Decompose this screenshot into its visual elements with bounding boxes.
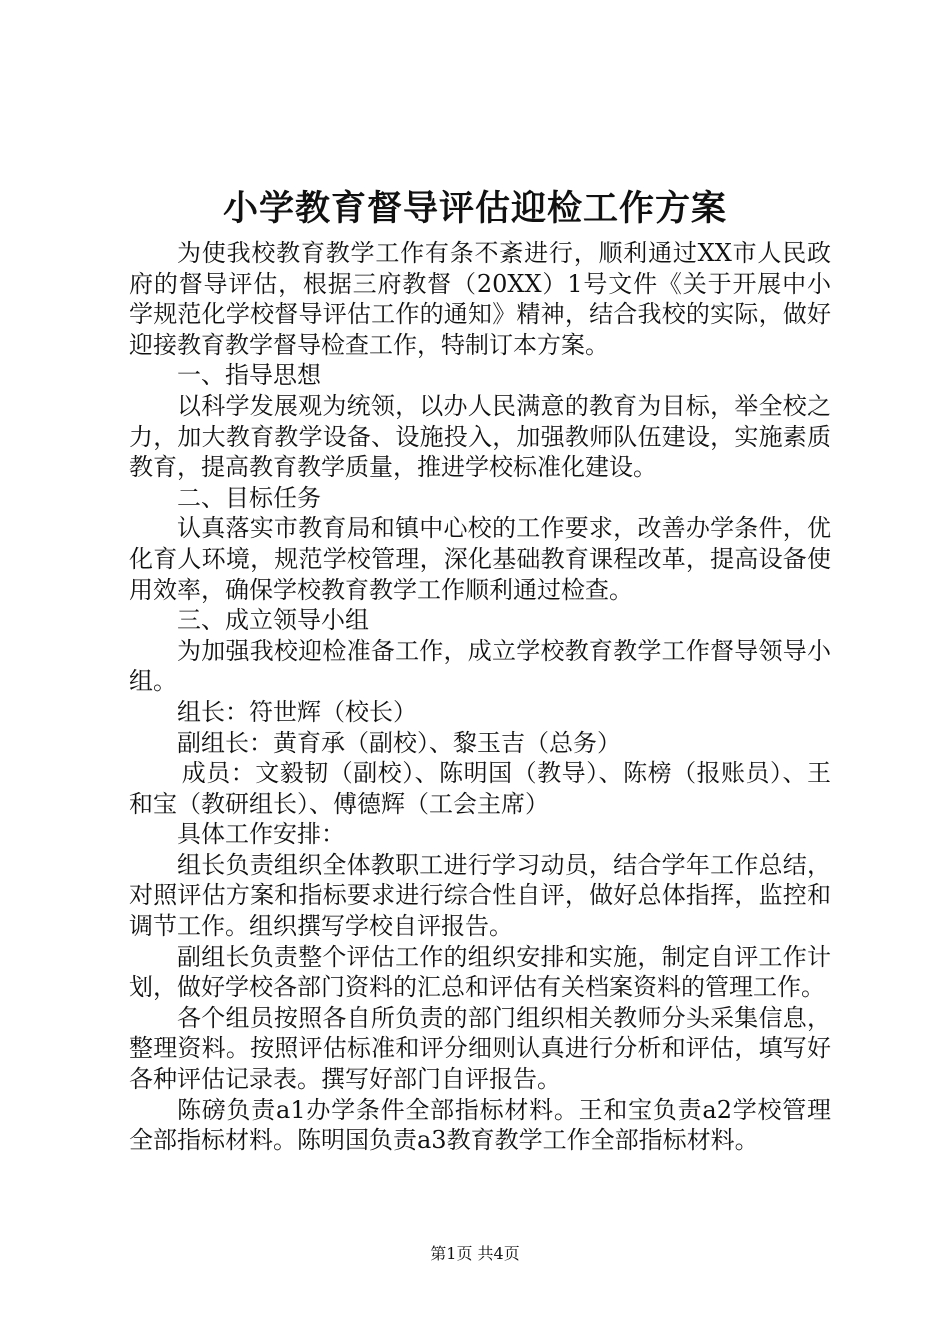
paragraph-indicator-assignments: 陈磅负责a1办学条件全部指标材料。王和宝负责a2学校管理全部指标材料。陈明国负责a3教育教学工作全部指标材料。: [129, 1095, 831, 1155]
document-body: [129, 238, 831, 1156]
paragraph-deputy-leaders: 副组长：黄育承（副校）、黎玉吉（总务）: [177, 728, 621, 757]
paragraph-leader-duties: 组长负责组织全体教职工进行学习动员，结合学年工作总结，对照评估方案和指标要求进行综合性自评，做好总体指挥，监控和调节工作。组织撰写学校自评报告。: [129, 850, 831, 941]
section-heading-leadership-group: 三、成立领导小组: [177, 606, 369, 635]
document-title: 小学教育督导评估迎检工作方案: [222, 188, 727, 229]
paragraph-leadership-group: 为加强我校迎检准备工作，成立学校教育教学工作督导领导小组。: [129, 636, 831, 696]
section-heading-guiding-ideology: 一、指导思想: [177, 361, 321, 390]
page-footer: 第1页 共4页: [430, 1244, 520, 1263]
paragraph-intro: 为使我校教育教学工作有条不紊进行，顺利通过XX市人民政府的督导评估，根据三府教督（20XX）1号文件《关于开展中小学规范化学校督导评估工作的通知》精神，结合我校的实际，做好迎接教育教学督导检查工作，特制订本方案。: [129, 239, 831, 359]
paragraph-group-leader: 组长：符世辉（校长）: [177, 697, 417, 726]
paragraph-deputy-duties: 副组长负责整个评估工作的组织安排和实施，制定自评工作计划，做好学校各部门资料的汇总和评估有关档案资料的管理工作。: [129, 942, 831, 1002]
section-heading-goals: 二、目标任务: [177, 483, 321, 512]
paragraph-members: 成员：文毅韧（副校）、陈明国（教导）、陈榜（报账员）、王和宝（教研组长）、傅德辉（工会主席）: [129, 759, 831, 818]
paragraph-work-arrangement-heading: 具体工作安排：: [177, 820, 345, 849]
paragraph-guiding-ideology: 以科学发展观为统领，以办人民满意的教育为目标，举全校之力，加大教育教学设备、设施投入，加强教师队伍建设，实施素质教育，提高教育教学质量，推进学校标准化建设。: [129, 391, 831, 482]
paragraph-member-duties: 各个组员按照各自所负责的部门组织相关教师分头采集信息，整理资料。按照评估标准和评分细则认真进行分析和评估，填写好各种评估记录表。撰写好部门自评报告。: [129, 1003, 831, 1094]
paragraph-goals: 认真落实市教育局和镇中心校的工作要求，改善办学条件，优化育人环境，规范学校管理，深化基础教育课程改革，提高设备使用效率，确保学校教育教学工作顺利通过检查。: [129, 514, 831, 604]
